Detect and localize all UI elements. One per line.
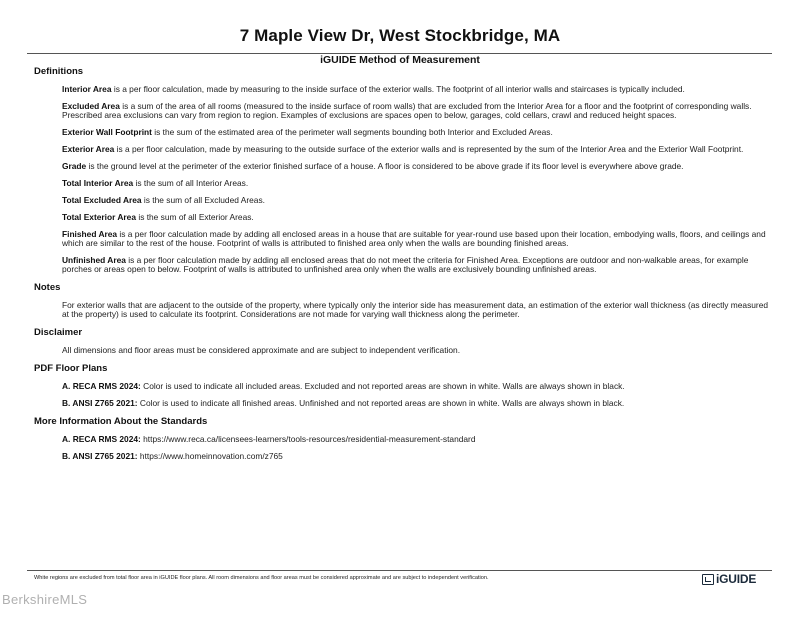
definitions-list bbox=[34, 85, 774, 274]
more-info-heading: More Information About the Standards bbox=[34, 416, 208, 427]
footer-divider bbox=[27, 570, 772, 571]
definition-item bbox=[62, 230, 774, 248]
standard-link-item bbox=[62, 435, 774, 444]
definition-item bbox=[62, 102, 774, 120]
pdf-floor-plans-heading: PDF Floor Plans bbox=[34, 363, 108, 374]
definition-item bbox=[62, 85, 774, 94]
footer-note: White regions are excluded from total floor area in iGUIDE floor plans. All room dimensions and floor areas must be considered approximate and are subject to independent verification. bbox=[34, 575, 489, 581]
definition-text: is a per floor calculation made by adding all enclosed areas in a house that are suitable for year-round use based upon their location, embodying walls, floors, and ceilings and which are similar to the rest of the house. Footprint of walls is attributed to finished area only when the walls are bounding finished areas. bbox=[62, 229, 766, 248]
iguide-logo-icon bbox=[702, 574, 714, 585]
definition-item bbox=[62, 196, 774, 205]
disclaimer-text: All dimensions and floor areas must be considered approximate and are subject to independent verification. bbox=[62, 345, 461, 355]
floor-plan-standard-item bbox=[62, 399, 774, 408]
standard-term: A. RECA RMS 2024: bbox=[62, 381, 141, 391]
definition-text: is the sum of the estimated area of the perimeter wall segments bounding both Interior and Excluded Areas. bbox=[151, 127, 553, 137]
definition-text: is the sum of all Excluded Areas. bbox=[141, 195, 265, 205]
iguide-logo bbox=[702, 572, 756, 586]
definition-text: is a sum of the area of all rooms (measured to the inside surface of room walls) that are excluded from the Interior Area for a floor and the footprint of corresponding walls. Prescribed area exclusions can vary from region to region. Examples of exclusions are spaces open to below, garages, cold cellars, crawl and reduced height spaces. bbox=[62, 101, 752, 120]
standard-text: Color is used to indicate all finished areas. Unfinished and not reported areas are shown in white. Walls are always shown in black. bbox=[137, 398, 625, 408]
standard-link[interactable]: https://www.homeinnovation.com/z765 bbox=[137, 451, 283, 461]
definition-term: Grade bbox=[62, 161, 87, 171]
definition-text: is the ground level at the perimeter of the exterior finished surface of a house. A floor is considered to be above grade if its floor level is everywhere above grade. bbox=[86, 161, 684, 171]
definition-item bbox=[62, 256, 774, 274]
definition-term: Excluded Area bbox=[62, 101, 120, 111]
definition-item bbox=[62, 213, 774, 222]
page-subtitle: iGUIDE Method of Measurement bbox=[320, 54, 480, 66]
standard-link[interactable]: https://www.reca.ca/licensees-learners/tools-resources/residential-measurement-standard bbox=[140, 434, 476, 444]
definition-item bbox=[62, 162, 774, 171]
floor-plan-standard-item bbox=[62, 382, 774, 391]
definition-term: Unfinished Area bbox=[62, 255, 126, 265]
standard-term: B. ANSI Z765 2021: bbox=[62, 398, 138, 408]
definition-term: Total Interior Area bbox=[62, 178, 134, 188]
definition-term: Exterior Wall Footprint bbox=[62, 127, 152, 137]
notes-heading: Notes bbox=[34, 282, 61, 293]
definition-text: is the sum of all Interior Areas. bbox=[133, 178, 249, 188]
document-body bbox=[34, 66, 774, 469]
standard-text: Color is used to indicate all included areas. Excluded and not reported areas are shown in white. Walls are always shown in black. bbox=[140, 381, 625, 391]
definition-item bbox=[62, 128, 774, 137]
definition-text: is a per floor calculation, made by measuring to the outside surface of the exterior walls and is represented by the sum of the Interior Area and the Exterior Wall Footprint. bbox=[114, 144, 744, 154]
logo-text: iGUIDE bbox=[716, 572, 757, 586]
definition-term: Total Excluded Area bbox=[62, 195, 142, 205]
mls-watermark: BerkshireMLS bbox=[2, 592, 88, 607]
standard-link-item bbox=[62, 452, 774, 461]
definition-text: is a per floor calculation made by adding all enclosed areas that do not meet the criteria for Finished Area. Exceptions are outdoor and non-walkable areas, for example porches or areas open to below. Footprint of walls is attributed to unfinished area only when the walls are exclusively bounding unfinished areas. bbox=[62, 255, 749, 274]
standard-term: B. ANSI Z765 2021: bbox=[62, 451, 138, 461]
page-title: 7 Maple View Dr, West Stockbridge, MA bbox=[239, 26, 561, 45]
definition-term: Exterior Area bbox=[62, 144, 115, 154]
definition-term: Finished Area bbox=[62, 229, 118, 239]
definition-term: Interior Area bbox=[62, 84, 112, 94]
definition-item bbox=[62, 179, 774, 188]
disclaimer-heading: Disclaimer bbox=[34, 327, 83, 338]
standard-term: A. RECA RMS 2024: bbox=[62, 434, 141, 444]
definition-text: is the sum of all Exterior Areas. bbox=[136, 212, 254, 222]
definition-text: is a per floor calculation, made by measuring to the inside surface of the exterior walls. The footprint of all interior walls and staircases is typically included. bbox=[111, 84, 685, 94]
definition-term: Total Exterior Area bbox=[62, 212, 136, 222]
definition-item bbox=[62, 145, 774, 154]
notes-text: For exterior walls that are adjacent to the outside of the property, where typically only the interior side has measurement data, an estimation of the exterior wall thickness (as directly measured at the property) is used to calculate its footprint. Considerations are not made for varying wall thickness along the perimeter. bbox=[62, 300, 769, 319]
definitions-heading: Definitions bbox=[34, 66, 84, 77]
